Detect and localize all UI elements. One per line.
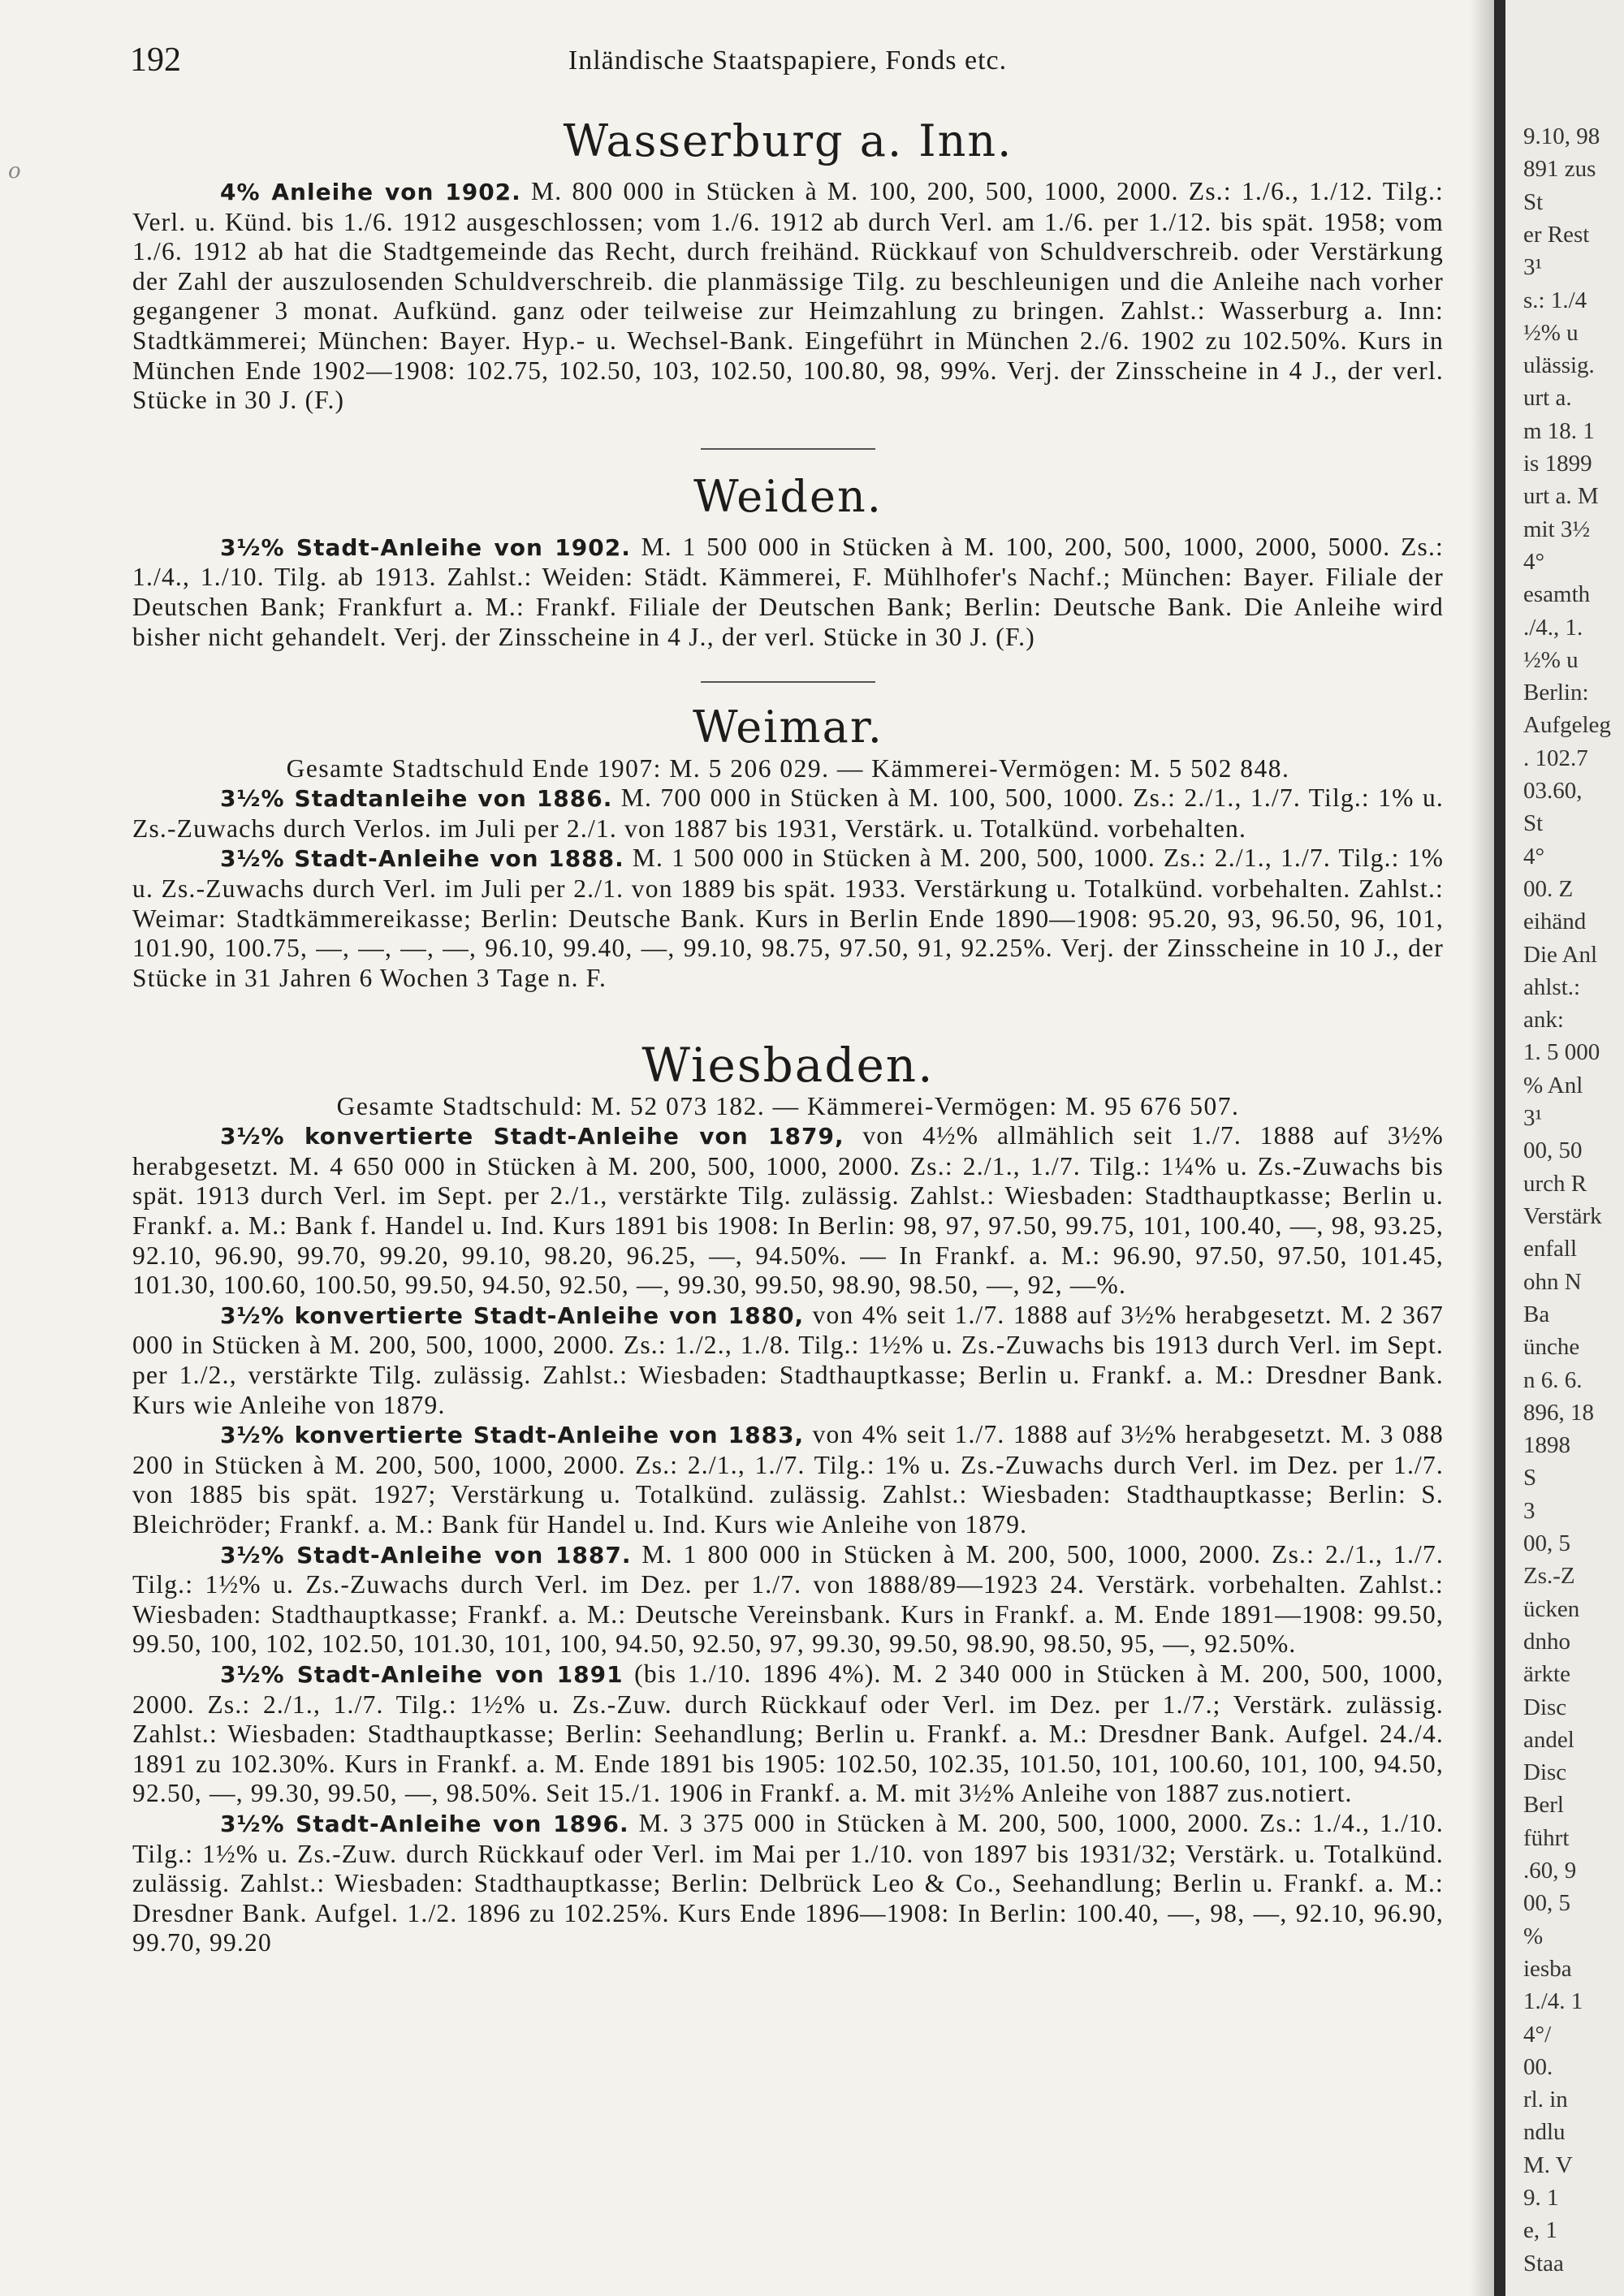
adjacent-page-text: . 102.7 (1523, 744, 1588, 771)
adjacent-page-text: ärkte (1523, 1661, 1570, 1688)
adjacent-page-text: er Rest (1523, 221, 1590, 248)
adjacent-page-text: 4° (1523, 843, 1545, 870)
entry-weiden-1902 (132, 533, 1444, 652)
adjacent-page-text: 00, 5 (1523, 1890, 1570, 1917)
adjacent-page-text: e, 1 (1523, 2217, 1557, 2244)
adjacent-page-text: % Anl (1523, 1072, 1583, 1098)
section-divider (701, 681, 875, 683)
adjacent-page-text: esamth (1523, 581, 1591, 608)
debt-summary-weimar: Gesamte Stadtschuld Ende 1907: M. 5 206 029. — Kämmerei-Vermögen: M. 5 502 848. (286, 754, 1290, 783)
entry-lead: 3½% Stadt-Anleihe von 1896. (220, 1810, 629, 1837)
adjacent-page-text: 1898 (1523, 1432, 1570, 1459)
entry-wiesbaden-1887 (132, 1540, 1444, 1659)
text-column (132, 112, 1444, 1958)
adjacent-page-text: Zs.-Z (1523, 1563, 1575, 1590)
adjacent-page-text: 00, 5 (1523, 1530, 1570, 1557)
adjacent-page-text: urt a. (1523, 385, 1572, 412)
entry-text: M. 700 000 in Stücken à M. 100, 500, 1000. Zs.: 2./1., 1./7. Tilg.: 1% u. Zs.-Zuwachs durch Verlos. im Juli per 2./1. von 1887 bis 1931, Verstärk. u. Totalkünd. vorbehalten. (132, 783, 1444, 843)
entry-text: M. 800 000 in Stücken à M. 100, 200, 500, 1000, 2000. Zs.: 1./6., 1./12. Tilg.: Verl. u. Künd. bis 1./6. 1912 ausgeschlossen; vom 1./6. 1912 ab durch Verl. am 1./6. per 1./12. bis spät. 1958; vom 1./6. 1912 ab hat die Stadtgemeinde das Recht, durch freihänd. Rückkauf von Schuldverschreib. oder Verstärkung der Zahl der auszulosenden Schuldverschreib. die planmässige Tilg. zu beschleunigen und die Anleihe nach vorher gegangener 3 monat. Aufkünd. ganz oder teilweise zur Heimzahlung zu bringen. Zahlst.: Wasserburg a. Inn: Stadtkämmerei; München: Bayer. Hyp.- u. Wechsel-Bank. Eingeführt in München 2./6. 1902 zu 102.50%. Kurs in München Ende 1902—1908: 102.75, 102.50, 103, 102.50, 100.80, 98, 99%. Verj. der Zinsscheine in 4 J., der verl. Stücke in 30 J. (F.) (132, 177, 1445, 415)
entry-wiesbaden-1891 (132, 1659, 1444, 1809)
running-title: Inländische Staatspapiere, Fonds etc. (568, 45, 1008, 76)
entry-text: (bis 1./10. 1896 4%). M. 2 340 000 in Stücken à M. 200, 500, 1000, 2000. Zs.: 2./1., 1./7. Tilg.: 1½% u. Zs.-Zuw. durch Rückkauf oder Verl. im Dez. per 1./7.; Verstärk. zulässig. Zahlst.: Wiesbaden: Stadthauptkasse; Berlin: Seehandlung; Berlin u. Frankf. a. M.: Dresdner Bank. Aufgel. 24./4. 1891 zu 102.30%. Kurs in Frankf. a. M. Ende 1891 bis 1905: 102.50, 102.35, 101.50, 101, 100.60, 101, 100, 94.50, 92.50, —, 99.30, 99.50, —, 98.50%. Seit 15./1. 1906 in Frankf. a. M. mit 3½% Anleihe von 1887 zus.notiert. (132, 1659, 1445, 1808)
adjacent-page-text: S (1523, 1465, 1537, 1491)
entry-lead: 4% Anleihe von 1902. (220, 179, 521, 205)
entry-text: von 4% seit 1./7. 1888 auf 3½% herabgesetzt. M. 3 088 200 in Stücken à M. 200, 500, 1000, 2000. Zs.: 2./1., 1./7. Tilg.: 1% u. Zs.-Zuwachs durch Verl. im Dez. per 1./7. von 1885 bis spät. 1927; Verstärkung u. Totalkünd. zulässig. Zahlst.: Wiesbaden: Stadthauptkasse; Berlin: S. Bleichröder; Frankf. a. M.: Bank für Handel u. Ind. Kurs wie Anleihe von 1879. (132, 1420, 1444, 1539)
adjacent-page-text: St (1523, 810, 1544, 837)
adjacent-page-text: .60, 9 (1523, 1858, 1577, 1884)
entry-lead: 3½% Stadt-Anleihe von 1888. (220, 845, 624, 873)
adjacent-page-text: ½% u (1523, 319, 1579, 346)
entry-lead: 3½% Stadt-Anleihe von 1902. (220, 533, 631, 561)
entry-wiesbaden-1883 (132, 1420, 1444, 1539)
adjacent-page-text: 891 zus (1523, 156, 1596, 183)
entry-lead: 3½% Stadt-Anleihe von 1887. (220, 1541, 632, 1569)
page-number: 192 (130, 41, 181, 79)
running-header (130, 41, 1445, 89)
adjacent-page-text: 9. 1 (1523, 2185, 1559, 2212)
adjacent-page-text: M. V (1523, 2151, 1573, 2178)
adjacent-page-text: 00, 50 (1523, 1137, 1583, 1164)
book-gutter (1494, 0, 1505, 2296)
section-divider (701, 448, 875, 450)
adjacent-page-text: St (1523, 188, 1544, 215)
adjacent-page-fragment (1505, 0, 1624, 2296)
section-title-weiden: Weiden. (693, 470, 883, 522)
adjacent-page-text: 896, 18 (1523, 1399, 1594, 1426)
adjacent-page-text: urt a. M (1523, 483, 1599, 510)
adjacent-page-text: ünche (1523, 1334, 1580, 1361)
adjacent-page-text: 3¹ (1523, 254, 1543, 281)
entry-text: M. 1 800 000 in Stücken à M. 200, 500, 1000, 2000. Zs.: 2./1., 1./7. Tilg.: 1½% u. Zs.-Zuwachs durch Verl. im Dez. per 1./7. von 1888/89—1923 24. Verstärk. vorbehalten. Zahlst.: Wiesbaden: Stadthauptkasse; Frankf. a. M.: Deutsche Vereinsbank. Kurs in Frankf. a. M. Ende 1891—1908: 99.50, 99.50, 100, 102, 102.50, 101.30, 101, 100, 94.50, 92.50, 97, 99.30, 99.50, 98.90, 98.50, 95, —, 92.50%. (132, 1539, 1444, 1659)
adjacent-page-text: urch R (1523, 1170, 1587, 1197)
section-title-wiesbaden: Wiesbaden. (641, 1038, 935, 1094)
entry-text: von 4% seit 1./7. 1888 auf 3½% herabgesetzt. M. 2 367 000 in Stücken à M. 200, 500, 1000, 2000. Zs.: 1./2., 1./8. Tilg.: 1½% u. Zs.-Zuwachs bis 1913 durch Verl. im Sept. per 1./2., verstärkte Tilg. zulässig. Zahlst.: Wiesbaden: Stadthauptkasse; Berlin u. Frankf. a. M.: Dresdner Bank. Kurs wie Anleihe von 1879. (132, 1300, 1444, 1419)
margin-mark: o (8, 159, 21, 183)
entry-wiesbaden-1880 (132, 1301, 1444, 1420)
entry-lead: 3½% konvertierte Stadt-Anleihe von 1880, (220, 1301, 805, 1329)
entry-text: M. 1 500 000 in Stücken à M. 200, 500, 1000. Zs.: 2./1., 1./7. Tilg.: 1% u. Zs.-Zuwachs durch Verl. im Juli per 2./1. von 1889 bis spät. 1933. Verstärkung u. Totalkünd. vorbehalten. Zahlst.: Weimar: Stadtkämmereikasse; Berlin: Deutsche Bank. Kurs in Berlin Ende 1890—1908: 95.20, 93, 96.50, 96, 101, 101.90, 100.75, —, —, —, —, 96.10, 99.40, —, 99.10, 98.75, 97.50, 91, 92.25%. Verj. der Zinsscheine in 10 J., der Stücke in 31 Jahren 6 Wochen 3 Tage n. F. (132, 844, 1445, 992)
debt-summary-wiesbaden: Gesamte Stadtschuld: M. 52 073 182. — Kämmerei-Vermögen: M. 95 676 507. (336, 1092, 1240, 1121)
adjacent-page-text: Staa (1523, 2250, 1564, 2277)
adjacent-page-text: 3¹ (1523, 1105, 1543, 1132)
adjacent-page-text: ohn N (1523, 1268, 1582, 1295)
adjacent-page-text: 9.10, 98 (1523, 123, 1600, 149)
adjacent-page-text: Disc (1523, 1694, 1567, 1720)
entry-text: M. 3 375 000 in Stücken à M. 200, 500, 1000, 2000. Zs.: 1./4., 1./10. Tilg.: 1½% u. Zs.-Zuw. durch Rückkauf oder Verl. im Mai per 1./10. von 1897 bis 1931/32; Verstärk. u. Totalkünd. zulässig. Zahlst.: Wiesbaden: Stadthauptkasse; Berlin: Delbrück Leo & Co., Seehandlung; Berlin u. Frankf. a. M.: Dresdner Bank. Aufgel. 1./2. 1896 zu 102.25%. Kurs Ende 1896—1908: In Berlin: 100.40, —, 98, —, 92.10, 96.90, 99.70, 99.20 (132, 1808, 1444, 1957)
adjacent-page-text: 1./4. 1 (1523, 1988, 1583, 2015)
entry-wiesbaden-1879 (132, 1121, 1444, 1301)
adjacent-page-text: führt (1523, 1824, 1570, 1851)
adjacent-page-text: Ba (1523, 1301, 1550, 1327)
adjacent-page-text: 03.60, (1523, 778, 1583, 805)
entry-text: M. 1 500 000 in Stücken à M. 100, 200, 500, 1000, 2000, 5000. Zs.: 1./4., 1./10. Tilg. ab 1913. Zahlst.: Weiden: Städt. Kämmerei, F. Mühlhofer's Nachf.; München: Bayer. Filiale der Deutschen Bank; Frankfurt a. M.: Frankf. Filiale der Deutschen Bank; Berlin: Deutsche Bank. Die Anleihe wird bisher nicht gehandelt. Verj. der Zinsscheine in 4 J., der verl. Stücke in 30 J. (F.) (132, 532, 1444, 651)
entry-lead: 3½% Stadt-Anleihe von 1891 (220, 1660, 624, 1688)
adjacent-page-text: m 18. 1 (1523, 417, 1595, 444)
adjacent-page-text: Berlin: (1523, 680, 1589, 706)
adjacent-page-text: 3 (1523, 1497, 1535, 1524)
entry-weimar-1888 (132, 844, 1444, 993)
adjacent-page-text: ½% u (1523, 646, 1579, 673)
adjacent-page-text: Aufgeleg (1523, 712, 1611, 739)
entry-text: von 4½% allmählich seit 1./7. 1888 auf 3½% herabgesetzt. M. 4 650 000 in Stücken à M. 200, 500, 1000, 2000. Zs.: 2./1., 1./7. Tilg.: 1¼% u. Zs.-Zuwachs bis spät. 1913 durch Verl. im Sept. per 2./1., verstärkte Tilg. zulässig. Zahlst.: Wiesbaden: Stadthauptkasse; Berlin u. Frankf. a. M.: Bank f. Handel u. Ind. Kurs 1891 bis 1908: In Berlin: 98, 97, 97.50, 99.75, 101, 100.40, —, 98, 93.25, 92.10, 96.90, 99.70, 99.20, 99.10, 98.20, 96.25, —, 94.50%. — In Frankf. a. M.: 96.90, 97.50, 97.50, 101.45, 101.30, 100.60, 100.50, 99.50, 94.50, 92.50, —, 99.30, 99.50, 98.90, 98.50, —, 92, —%. (132, 1121, 1444, 1300)
entry-lead: 3½% konvertierte Stadt-Anleihe von 1883, (220, 1422, 805, 1449)
adjacent-page-text: is 1899 (1523, 451, 1592, 477)
adjacent-page-text: ank: (1523, 1007, 1564, 1034)
adjacent-page-text: rl. in (1523, 2087, 1568, 2113)
adjacent-page-text: n 6. 6. (1523, 1366, 1583, 1393)
adjacent-page-text: ndlu (1523, 2119, 1566, 2146)
adjacent-page-text: enfall (1523, 1236, 1578, 1262)
adjacent-page-text: 4°/ (1523, 2021, 1552, 2048)
entry-wasserburg-1902 (132, 177, 1444, 416)
adjacent-page-text: ulässig. (1523, 352, 1595, 379)
adjacent-page-text: eihänd (1523, 908, 1587, 935)
entry-weimar-1886 (132, 783, 1444, 844)
adjacent-page-text: Disc (1523, 1759, 1567, 1786)
adjacent-page-text: iesba (1523, 1955, 1572, 1982)
adjacent-page-text: andel (1523, 1726, 1574, 1753)
adjacent-page-text: 4° (1523, 548, 1545, 575)
section-title-weimar: Weimar. (693, 701, 883, 753)
entry-wiesbaden-1896 (132, 1809, 1444, 1958)
adjacent-page-text: ahlst.: (1523, 973, 1581, 1000)
adjacent-page-text: 1. 5 000 (1523, 1039, 1600, 1066)
section-title-wasserburg: Wasserburg a. Inn. (563, 115, 1013, 166)
adjacent-page-text: 00. Z (1523, 875, 1574, 902)
entry-lead: 3½% konvertierte Stadt-Anleihe von 1879, (220, 1123, 844, 1150)
adjacent-page-text: Die Anl (1523, 941, 1598, 968)
adjacent-page-text: Verstärk (1523, 1203, 1602, 1229)
entry-lead: 3½% Stadtanleihe von 1886. (220, 785, 613, 813)
adjacent-page-text: ücken (1523, 1595, 1580, 1622)
adjacent-page-text: mit 3½ (1523, 516, 1591, 542)
adjacent-page-text: 00. (1523, 2053, 1553, 2080)
adjacent-page-text: Berl (1523, 1792, 1564, 1819)
adjacent-page-text: dnho (1523, 1628, 1570, 1655)
adjacent-page-text: % (1523, 1923, 1544, 1949)
page-edge-shadow (1470, 0, 1494, 2296)
adjacent-page-text: s.: 1./4 (1523, 287, 1587, 313)
adjacent-page-text: ./4., 1. (1523, 614, 1583, 641)
